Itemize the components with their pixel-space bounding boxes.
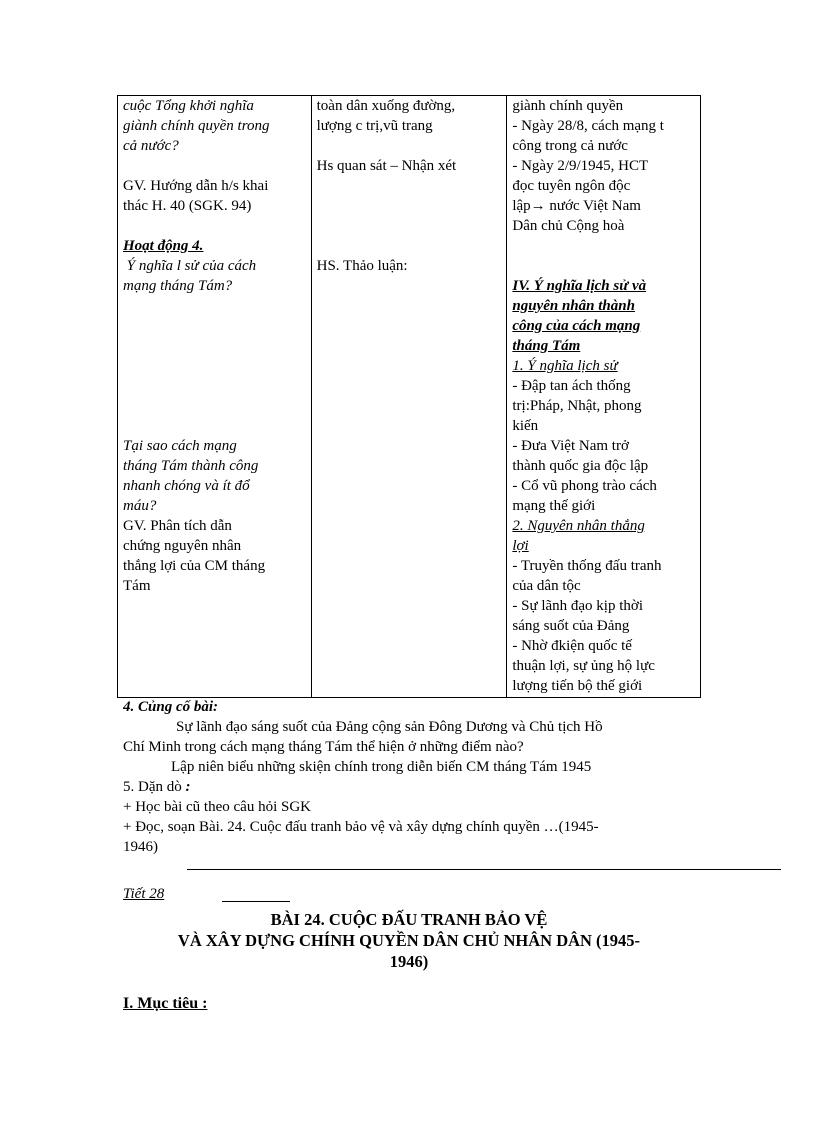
text-line: giành chính quyền bbox=[512, 98, 624, 114]
text-line: GV. Phân tích dẫn bbox=[123, 518, 232, 534]
text-line: đọc tuyên ngôn độc bbox=[512, 178, 631, 194]
text-line: sáng suốt của Đảng bbox=[512, 618, 630, 634]
text-line: - Ngày 2/9/1945, HCT bbox=[512, 158, 649, 174]
lesson-title bbox=[117, 909, 701, 972]
text-line: của dân tộc bbox=[512, 578, 581, 594]
text-line: cả nước? bbox=[123, 138, 179, 154]
divider-line bbox=[187, 869, 781, 870]
text-line: nhanh chóng và ít đổ bbox=[123, 478, 250, 494]
text-line: + Học bài cũ theo câu hỏi SGK bbox=[123, 799, 311, 815]
text-line: Hs quan sát – Nhận xét bbox=[316, 158, 457, 174]
short-divider-line bbox=[222, 901, 290, 902]
text-line: thuận lợi, sự ủng hộ lực bbox=[512, 658, 655, 674]
text-line: lập→ nước Việt Nam bbox=[512, 198, 641, 214]
text-line: Tại sao cách mạng bbox=[123, 438, 237, 454]
text-line: + Đọc, soạn Bài. 24. Cuộc đấu tranh bảo vệ và xây dựng chính quyền …(1945- bbox=[123, 819, 599, 835]
text-line: - Truyền thống đấu tranh bbox=[512, 558, 662, 574]
teacher-activity-cell bbox=[118, 96, 312, 698]
text-line: toàn dân xuống đường, bbox=[316, 98, 456, 114]
consolidate-section bbox=[123, 697, 723, 857]
text-line: - Cổ vũ phong trào cách bbox=[512, 478, 657, 494]
homework-colon: : bbox=[181, 779, 191, 795]
text-line: Ý nghĩa l sử của cách bbox=[123, 258, 257, 274]
title-line: BÀI 24. CUỘC ĐẤU TRANH BẢO VỆ bbox=[270, 910, 548, 929]
text-line: - Ngày 28/8, cách mạng t bbox=[512, 118, 664, 134]
text-line: tháng Tám thành công bbox=[123, 458, 259, 474]
text-line: chứng nguyên nhân bbox=[123, 538, 242, 554]
section-heading: tháng Tám bbox=[512, 338, 581, 354]
table-row bbox=[118, 96, 701, 698]
text-line: Dân chủ Cộng hoà bbox=[512, 218, 625, 234]
content-cell bbox=[507, 96, 701, 698]
period-label-block bbox=[123, 884, 723, 904]
homework-heading bbox=[123, 777, 723, 797]
text-line: 1946) bbox=[123, 839, 158, 855]
text-line: GV. Hướng dẫn h/s khai bbox=[123, 178, 269, 194]
text-line: cuộc Tổng khởi nghĩa bbox=[123, 98, 254, 114]
text-line: HS. Thảo luận: bbox=[316, 258, 408, 274]
text-line: công trong cả nước bbox=[512, 138, 628, 154]
objectives-block bbox=[123, 994, 723, 1014]
title-line: 1946) bbox=[389, 952, 429, 971]
text-line: - Sự lãnh đạo kịp thời bbox=[512, 598, 643, 614]
subsection-heading: 2. Nguyên nhân thắng bbox=[512, 518, 645, 534]
title-line: VÀ XÂY DỰNG CHÍNH QUYỀN DÂN CHỦ NHÂN DÂN (1945- bbox=[177, 931, 641, 950]
lesson-table bbox=[117, 95, 701, 698]
text-line: máu? bbox=[123, 498, 157, 514]
text-line: - Đưa Việt Nam trở bbox=[512, 438, 629, 454]
text-line: - Đập tan ách thống bbox=[512, 378, 631, 394]
text-line: mạng thế giới bbox=[512, 498, 596, 514]
text-line: giành chính quyền trong bbox=[123, 118, 270, 134]
text-line: Lập niên biểu những skiện chính trong diễn biến CM tháng Tám 1945 bbox=[171, 759, 592, 775]
text-line: lượng tiến bộ thế giới bbox=[512, 678, 643, 694]
section-heading: IV. Ý nghĩa lịch sử và bbox=[512, 278, 647, 294]
text-line: - Nhờ đkiện quốc tế bbox=[512, 638, 632, 654]
text-line: thác H. 40 (SGK. 94) bbox=[123, 198, 252, 214]
text-line: thành quốc gia độc lập bbox=[512, 458, 649, 474]
section-heading: công của cách mạng bbox=[512, 318, 641, 334]
text-line: kiến bbox=[512, 418, 539, 434]
section-heading: nguyên nhân thành bbox=[512, 298, 635, 314]
period-label: Tiết 28 bbox=[123, 886, 165, 902]
text-line: Sự lãnh đạo sáng suốt của Đảng cộng sản Đông Dương và Chủ tịch Hồ bbox=[176, 719, 603, 735]
student-activity-cell bbox=[311, 96, 507, 698]
subsection-heading: 1. Ý nghĩa lịch sử bbox=[512, 358, 618, 374]
text-line: thắng lợi của CM tháng bbox=[123, 558, 266, 574]
objectives-heading: I. Mục tiêu : bbox=[123, 995, 208, 1012]
text-line: Chí Minh trong cách mạng tháng Tám thể hiện ở những điểm nào? bbox=[123, 739, 524, 755]
text-line: mạng tháng Tám? bbox=[123, 278, 233, 294]
text-line: lượng c trị,vũ trang bbox=[316, 118, 433, 134]
text-line: Tám bbox=[123, 578, 151, 594]
subsection-heading: lợi bbox=[512, 538, 529, 554]
consolidate-heading: 4. Củng cố bài: bbox=[123, 699, 219, 715]
text-line: trị:Pháp, Nhật, phong bbox=[512, 398, 642, 414]
homework-heading-text: 5. Dặn dò bbox=[123, 779, 182, 795]
activity-heading: Hoạt động 4. bbox=[123, 238, 204, 254]
